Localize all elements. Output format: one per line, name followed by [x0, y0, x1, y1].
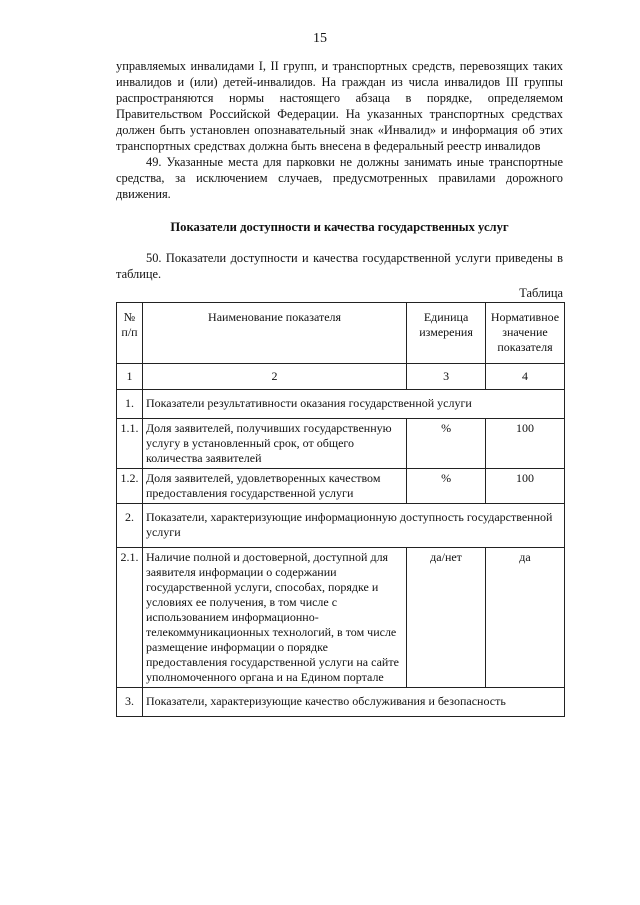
row-number: 1.2.: [117, 469, 143, 504]
table-row: [117, 469, 565, 504]
section-heading: Показатели доступности и качества государственных услуг: [170, 220, 509, 234]
paragraph-continuation: управляемых инвалидами I, II групп, и транспортных средств, перевозящих таких инвалидов и (или) детей-инвалидов. На граждан из числа инвалидов III группы распространяются нормы настоящего абзаца в порядке, определяемом Правительством Российской Федерации. На указанных транспортных средствах должен быть установлен опознавательный знак «Инвалид» и информация об этих транспортных средствах должна быть внесена в федеральный реестр инвалидов: [116, 59, 563, 153]
row-number: 3.: [117, 688, 143, 717]
indicator-unit: %: [407, 469, 486, 504]
header-name: Наименование показателя: [142, 303, 406, 364]
row-number: 1.: [117, 390, 143, 419]
indicator-norm: 100: [486, 469, 565, 504]
indicator-name: Доля заявителей, удовлетворенных качеством предоставления государственной услуги: [142, 469, 406, 504]
row-number: 1.1.: [117, 419, 143, 469]
table-row: [117, 504, 565, 548]
indicator-unit: да/нет: [407, 548, 486, 688]
indicator-unit: %: [407, 419, 486, 469]
table-caption: Таблица: [519, 286, 563, 300]
indicator-name: Доля заявителей, получивших государственную услугу в установленный срок, от общего количества заявителей: [142, 419, 406, 469]
section-title: Показатели, характеризующие качество обслуживания и безопасность: [142, 688, 564, 717]
indicator-name: Наличие полной и достоверной, доступной для заявителя информации о содержании государственной услуги, способах, порядке и условиях ее получения, в том числе с использованием информационно-телекоммуникационных технологий, в том числе размещение информации о порядке предоставления государственной услуги на сайте уполномоченного органа и на Едином портале: [142, 548, 406, 688]
column-number: 1: [117, 364, 143, 390]
section-title: Показатели результативности оказания государственной услуги: [142, 390, 564, 419]
table-row: [117, 419, 565, 469]
column-number-row: [117, 364, 565, 390]
row-number: 2.1.: [117, 548, 143, 688]
table-header-row: [117, 303, 565, 364]
document-body: [116, 58, 563, 717]
indicator-norm: да: [486, 548, 565, 688]
header-unit: Единица измерения: [407, 303, 486, 364]
indicator-norm: 100: [486, 419, 565, 469]
table-row: [117, 390, 565, 419]
header-norm: Нормативное значение показателя: [486, 303, 565, 364]
column-number: 3: [407, 364, 486, 390]
column-number: 2: [142, 364, 406, 390]
paragraph-50: 50. Показатели доступности и качества государственной услуги приведены в таблице.: [116, 251, 563, 281]
section-title: Показатели, характеризующие информационную доступность государственной услуги: [142, 504, 564, 548]
table-row: [117, 548, 565, 688]
header-num: № п/п: [117, 303, 143, 364]
page-number: 15: [313, 31, 327, 46]
column-number: 4: [486, 364, 565, 390]
paragraph-49: 49. Указанные места для парковки не должны занимать иные транспортные средства, за исключением случаев, предусмотренных правилами дорожного движения.: [116, 155, 563, 201]
row-number: 2.: [117, 504, 143, 548]
indicators-table: [116, 302, 565, 717]
table-row: [117, 688, 565, 717]
